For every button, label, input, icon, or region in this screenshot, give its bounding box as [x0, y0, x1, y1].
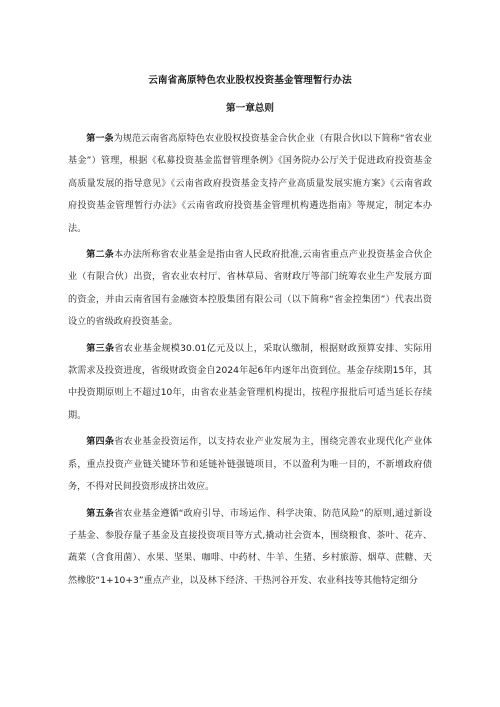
article-1: [68, 128, 432, 240]
article-number: 第二条: [86, 250, 114, 261]
chapter-title: 第一章总则: [226, 103, 274, 114]
article-number: 第四条: [86, 437, 115, 448]
article-3: [68, 338, 432, 428]
article-number: 第三条: [86, 343, 115, 354]
article-2: [68, 244, 432, 334]
article-4: [68, 431, 432, 498]
article-number: 第五条: [86, 508, 114, 519]
document-title: 云南省高原特色农业股权投资基金管理暂行办法: [148, 75, 352, 86]
article-text: 省农业基金规模30.01亿元及以上，采取认缴制，根据财政预算安排、实际用款需求及投资进度，省级财政资金自2024年起6年内逐年出资到位。基金存续期15年，其中投资期原则上不超过10年，由省农业基金管理机构提出，按程序报批后可适当延长存续期。: [68, 343, 432, 421]
article-text: 为规范云南省高原特色农业股权投资基金合伙企业（有限合伙Ⅰ以下简称“省农业基金”）管理，根据《私募投资基金监督管理条例》《国务院办公厅关于促进政府投资基金高质量发展的指导意见》《云南省政府投资基金支持产业高质量发展实施方案》《云南省政府投资基金管理暂行办法》《云南省政府投资基金管理机构遴选指南》等规定，制定本办法。: [68, 134, 433, 234]
article-5: [68, 503, 432, 593]
article-text: 省农业基金遵循“政府引导、市场运作、科学决策、防范风险”的原则,通过新设子基金、参股存量子基金及直接投资项目等方式,撬动社会资本，围绕粮食、茶叶、花卉、蔬菜（含食用菌）、水果、坚果、咖啡、中药材、牛羊、生猪、乡村旅游、烟草、蔗糖、天然橡胶“1+10+3”重点产业，以及林下经济、干热河谷开发、农业科技等其他特定细分: [68, 508, 432, 586]
article-text: 省农业基金投资运作，以支持农业产业发展为主，围绕完善农业现代化产业体系，重点投资产业链关键环节和延链补链强链项目，不以盈利为唯一目的，不新增政府债务，不得对民间投资形成挤出效应。: [68, 437, 432, 493]
article-number: 第一条: [86, 134, 114, 144]
article-text: 本办法所称省农业基金是指由省人民政府批准,云南省重点产业投资基金合伙企业（有限合伙）出资，省农业农村厅、省林草局、省财政厅等部门统筹农业生产发展方面的资金，并由云南省国有金融资本控股集团有限公司（以下简称“省金控集团”）代表出资设立的省级政府投资基金。: [68, 250, 432, 328]
